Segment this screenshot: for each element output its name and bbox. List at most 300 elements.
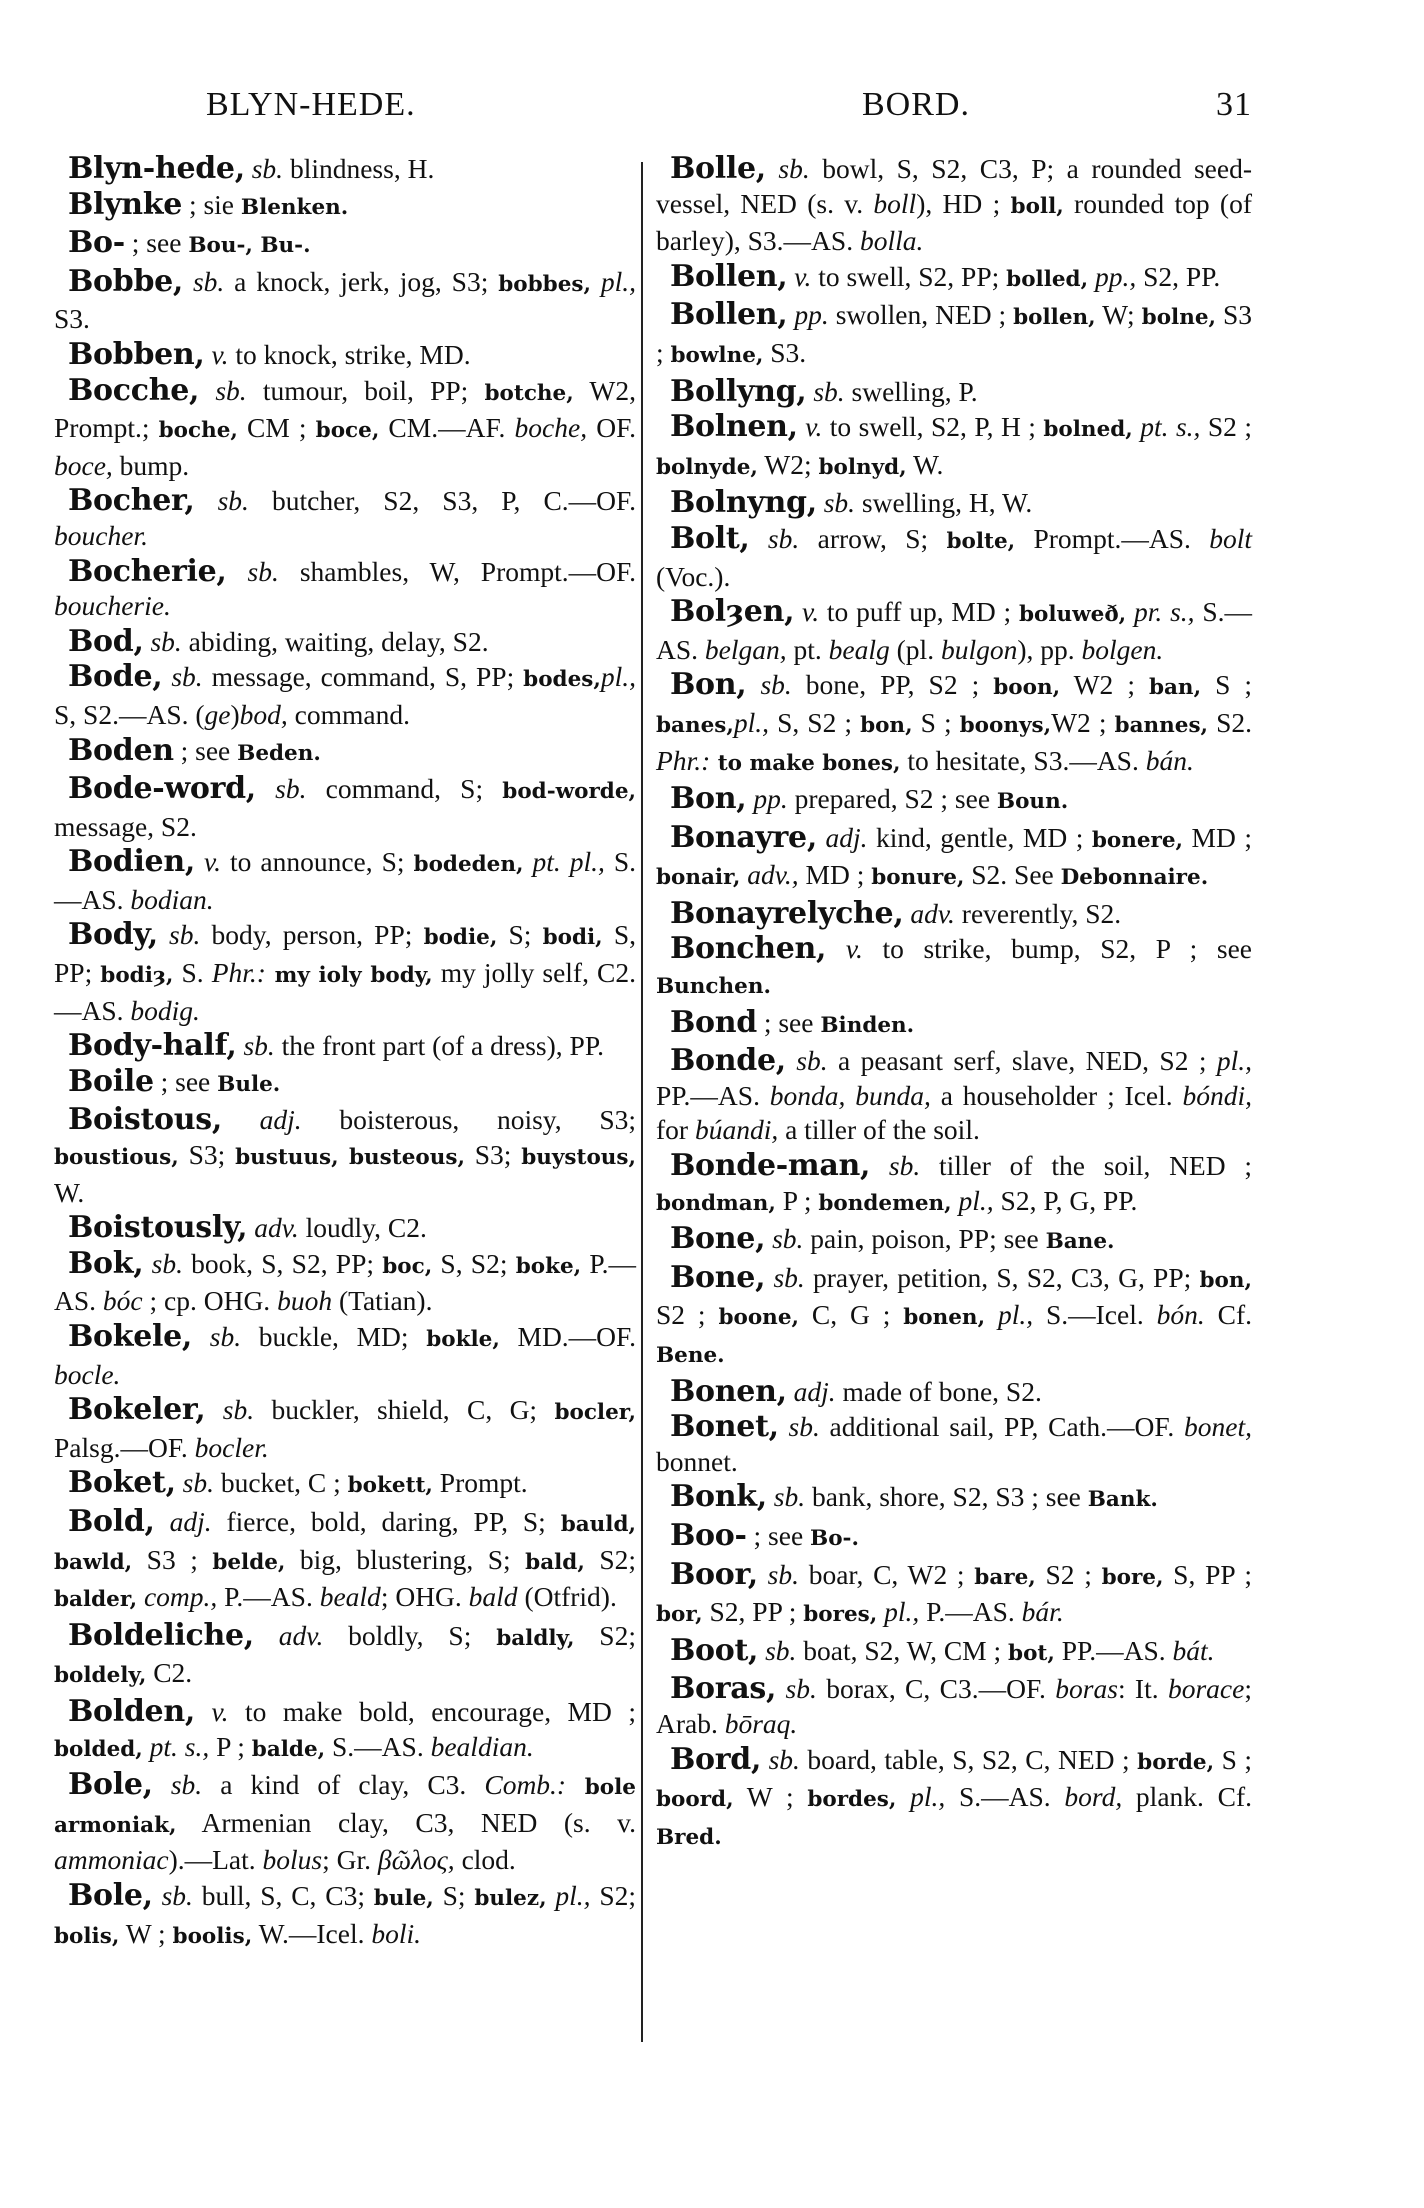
dictionary-entry (54, 555, 636, 624)
text: MD ; (798, 859, 872, 891)
dictionary-entry (656, 1261, 1252, 1374)
bold-form: bondemen, (818, 1190, 952, 1216)
text: plank. Cf. (1122, 1781, 1252, 1813)
text: to puff up, MD ; (819, 596, 1019, 628)
bold-form: bore, (1101, 1564, 1164, 1590)
headword: Bocche, (68, 372, 200, 408)
italic-text: Comb.: (484, 1769, 567, 1801)
text: S2, PP ; (702, 1596, 804, 1628)
text: ; see (153, 1065, 218, 1097)
dictionary-entry (54, 1879, 636, 1954)
dictionary-entry (54, 625, 636, 660)
text: (Tatian). (332, 1285, 433, 1317)
italic-text: adj. (154, 1505, 212, 1537)
text: W ; (119, 1917, 173, 1949)
text: fierce, bold, daring, PP, S; (211, 1505, 561, 1537)
dictionary-entry (656, 1743, 1252, 1856)
italic-text: bonet, (1184, 1411, 1252, 1443)
italic-text: bod, (239, 698, 288, 730)
text: (Otfrid). (517, 1581, 617, 1613)
italic-text: ge (204, 698, 231, 730)
italic-text: bolus (262, 1844, 323, 1876)
italic-text: boli. (371, 1917, 421, 1949)
text: to make bold, encourage, MD ; (228, 1695, 637, 1727)
bold-form: boone, (718, 1305, 799, 1331)
text: P ; (775, 1184, 819, 1216)
dictionary-entry (54, 1247, 636, 1319)
italic-text: sb. (152, 1879, 193, 1911)
headword: Bolnen, (670, 409, 798, 445)
italic-text: boucher. (54, 519, 148, 551)
dictionary-entry (656, 298, 1252, 373)
italic-text: pt. s., (142, 1730, 210, 1762)
headword: Bolt, (670, 520, 750, 556)
bold-form: bodeden, (413, 852, 524, 878)
italic-text: pl., (546, 1879, 591, 1911)
dictionary-entry (656, 1375, 1252, 1410)
italic-text: bán. (1145, 744, 1194, 776)
headword: Bolden, (68, 1693, 195, 1729)
right-column (656, 152, 1252, 1856)
dictionary-entry (54, 1211, 636, 1246)
italic-text: v. (826, 933, 863, 965)
italic-text: adv. (253, 1619, 324, 1651)
text: MD ; (1183, 821, 1253, 853)
text: ; Arab. (656, 1673, 1252, 1739)
bold-form: boon, (993, 675, 1061, 701)
bold-form: bordes, (807, 1787, 897, 1813)
bold-form: bores, (803, 1602, 878, 1628)
text: abiding, waiting, delay, S2. (181, 625, 489, 657)
bold-form: bodiȝ, (100, 963, 174, 989)
italic-text: bóc (102, 1285, 143, 1317)
text: for (656, 1114, 695, 1146)
italic-text: pr. s., (1126, 596, 1195, 628)
headword: Boket, (68, 1465, 176, 1501)
bold-form: bonere, (1091, 827, 1184, 853)
text: ; see (756, 1006, 821, 1038)
bold-form: bulez, (474, 1885, 547, 1911)
text: S; (433, 1879, 475, 1911)
italic-text: sb. (162, 661, 203, 693)
text: S3; (178, 1139, 236, 1171)
headword: Bord, (670, 1741, 762, 1777)
headword: Bonde, (670, 1043, 786, 1079)
dictionary-entry (54, 1768, 636, 1878)
text: ; see (173, 734, 238, 766)
text: command. (287, 698, 410, 730)
dictionary-entry (54, 734, 636, 772)
italic-text: pl., (877, 1596, 920, 1628)
text: S2 ; (1035, 1558, 1102, 1590)
headword: Boot, (670, 1632, 759, 1668)
bold-form: bollen, (1013, 305, 1096, 331)
italic-text: sb. (870, 1150, 921, 1182)
text: rounded top (of barley), S3.—AS. (656, 187, 1252, 257)
text: S3. (54, 303, 90, 335)
text: (Voc.). (656, 560, 731, 592)
italic-text: sb. (761, 1743, 800, 1775)
headword: Boor, (670, 1556, 758, 1592)
text: ).—Lat. (168, 1844, 263, 1876)
text: book, S, S2, PP; (182, 1247, 383, 1279)
text: S; (497, 919, 543, 951)
text: S.—AS. (325, 1730, 431, 1762)
text: bone, PP, S2 ; (791, 669, 994, 701)
headword: Bocherie, (68, 553, 227, 589)
italic-text: adv. (903, 897, 955, 929)
text: (pl. (889, 633, 941, 665)
text: pt. (786, 633, 829, 665)
headword: Bodien, (68, 844, 195, 880)
bold-form: bodi, (542, 925, 603, 951)
text: S3 ; (132, 1543, 213, 1575)
text: boisterous, noisy, S3; (301, 1104, 636, 1136)
bold-form: bustuus, busteous, (235, 1145, 465, 1171)
text: butcher, S2, S3, P, C.—OF. (248, 485, 636, 517)
italic-text: sb. (143, 625, 182, 657)
text: bucket, C ; (213, 1467, 348, 1499)
bold-form: Debonnaire. (1060, 865, 1209, 891)
text: S.—AS. (656, 596, 1253, 665)
italic-text: sb. (758, 1634, 797, 1666)
text: prayer, petition, S, S2, C3, G, PP; (804, 1261, 1200, 1293)
bold-form: boolis, (172, 1923, 253, 1949)
bold-form: bodie, (423, 925, 498, 951)
text: W.—Icel. (252, 1917, 372, 1949)
headword: Bocher, (68, 483, 195, 519)
dictionary-entry (656, 152, 1252, 259)
dictionary-entry (656, 1149, 1252, 1221)
headword: Bon, (670, 781, 747, 817)
headword: Bonde-man, (670, 1148, 871, 1184)
bold-form: bod-worde, (502, 779, 636, 805)
bold-form: bauld, bawld, (54, 1511, 636, 1575)
dictionary-entry (656, 1519, 1252, 1557)
text: bonnet. (656, 1445, 738, 1477)
headword: Bok, (68, 1245, 144, 1281)
italic-text: sb. (199, 374, 247, 406)
bold-form: boll, (1010, 193, 1064, 219)
text: bump. (112, 449, 190, 481)
bold-form: boord, (656, 1787, 734, 1813)
bold-form: bolnyd, (818, 454, 907, 480)
italic-text: sb. (244, 153, 284, 184)
italic-text: pp. (746, 783, 788, 815)
headword: Bonet, (670, 1409, 779, 1445)
italic-text: sb. (143, 1247, 183, 1279)
bold-form: bald, (525, 1549, 585, 1575)
text: boar, C, W2 ; (799, 1558, 975, 1590)
text: body, person, PP; (200, 919, 424, 951)
italic-text: Phr.: (656, 744, 711, 776)
bold-form: bodes, (523, 667, 601, 693)
headword: Bonayrelyche, (670, 895, 904, 931)
text: S2, P, G, PP. (993, 1184, 1138, 1216)
dictionary-entry (656, 375, 1252, 410)
bold-form: ban, (1148, 675, 1202, 701)
italic-text: bealg (828, 633, 890, 665)
headword: Bod, (68, 623, 144, 659)
dictionary-entry (656, 668, 1252, 781)
headword: Bobben, (68, 336, 205, 372)
text: S3. (763, 336, 807, 368)
bold-form: boluweð, (1018, 602, 1127, 628)
text: swelling, P. (844, 375, 978, 407)
text: S.—AS. (54, 846, 636, 915)
bold-form: Bo-. (810, 1525, 859, 1551)
dictionary-entry (54, 1065, 636, 1103)
text: arrow, S; (799, 522, 947, 554)
text: tiller of the soil, NED ; (920, 1150, 1252, 1182)
text: loudly, C2. (298, 1212, 427, 1244)
dictionary-entry (656, 1480, 1252, 1518)
italic-text: búandi, (694, 1114, 779, 1146)
text: clod. (454, 1844, 516, 1876)
headword: Bone, (670, 1221, 766, 1257)
bold-form: bokett, (347, 1473, 433, 1499)
text: bull, S, C, C3; (192, 1879, 374, 1911)
text: S, S2; (432, 1247, 516, 1279)
italic-text: pl., (1216, 1045, 1252, 1077)
italic-text: sb. (236, 1030, 275, 1062)
headword: Bole, (68, 1767, 153, 1803)
italic-text: sb. (192, 1321, 242, 1352)
headword: Bonchen, (670, 931, 827, 967)
bold-form: bolis, (54, 1923, 120, 1949)
headword: Bonk, (670, 1479, 767, 1515)
bold-form: Bred. (656, 1824, 722, 1850)
headword: Blyn-hede, (68, 151, 245, 186)
italic-text: v. (797, 411, 823, 443)
text: borax, C, C3.—OF. (816, 1673, 1056, 1705)
headword: Body-half, (68, 1028, 237, 1064)
text: PP.—AS. (1054, 1634, 1173, 1666)
left-column (54, 152, 636, 1955)
text: W. (906, 448, 944, 480)
italic-text: pt. pl., (523, 846, 605, 878)
italic-text: pl., (896, 1781, 946, 1813)
bold-form: botche, (484, 380, 574, 406)
text: ) (230, 698, 240, 730)
bold-form: boc, (382, 1253, 433, 1279)
text: additional sail, PP, Cath.—OF. (819, 1411, 1185, 1443)
text: S ; (1214, 1743, 1253, 1775)
text: to swell, S2, P, H ; (822, 411, 1044, 443)
italic-text: beald (319, 1581, 381, 1613)
text: C2. (146, 1657, 193, 1689)
bold-form: boustious, (54, 1145, 179, 1171)
text: W ; (733, 1781, 808, 1813)
bold-form: bowlne, (670, 342, 764, 368)
dictionary-entry (54, 918, 636, 1028)
text: S, S2 ; (769, 706, 861, 738)
headword: Bone, (670, 1259, 766, 1295)
text: message, S2. (54, 810, 197, 842)
dictionary-entry (54, 1103, 636, 1210)
text: Palsg.—OF. (54, 1431, 195, 1463)
page-number: 31 (1216, 86, 1252, 123)
italic-text: pt. s., (1132, 411, 1201, 443)
italic-text: sb. (765, 153, 810, 184)
italic-text: bodig. (130, 994, 200, 1026)
bold-form: boldely, (54, 1663, 147, 1689)
text: P.—AS. (54, 1247, 636, 1317)
italic-text: sb. (749, 522, 800, 554)
bold-form: bare, (974, 1564, 1036, 1590)
italic-text: bald (468, 1581, 518, 1613)
text: S2. See (964, 859, 1061, 891)
italic-text: borace (1167, 1673, 1245, 1705)
headword: Body, (68, 917, 158, 953)
dictionary-entry (54, 660, 636, 732)
bold-form: bolnyde, (656, 454, 758, 480)
text: MD.—OF. (499, 1321, 637, 1352)
bold-form: boonys, (959, 712, 1052, 738)
bold-form: belde, (212, 1549, 286, 1575)
bold-form: banes, (656, 712, 734, 738)
headword: Boden (68, 732, 174, 768)
italic-text: bōraq. (724, 1707, 798, 1739)
headword: Bond (670, 1004, 757, 1040)
text: S.—Icel. (1033, 1299, 1157, 1331)
text: S2 ; (1200, 411, 1253, 443)
dictionary-entry (656, 1410, 1252, 1479)
text: a peasant serf, slave, NED, S2 ; (827, 1045, 1217, 1077)
bold-form: Blenken. (240, 194, 349, 220)
dictionary-entry (656, 821, 1252, 896)
bold-form: bannes, (1114, 712, 1209, 738)
italic-text: sb. (757, 1558, 799, 1590)
bold-form: balder, (54, 1587, 138, 1613)
bold-form: bobbes, (498, 271, 591, 297)
text: Prompt.—AS. (1015, 522, 1210, 554)
bold-form: bolned, (1043, 417, 1133, 443)
headword: Bokele, (68, 1319, 193, 1354)
headword: Boo- (670, 1517, 747, 1553)
italic-text: sb. (806, 375, 845, 407)
text: bank, shore, S2, S3 ; see (805, 1481, 1088, 1513)
bold-form: bocler, (554, 1400, 637, 1426)
dictionary-entry (54, 484, 636, 553)
headword: Boile (68, 1063, 154, 1099)
dictionary-entry (656, 410, 1252, 485)
text: ; cp. OHG. (142, 1285, 278, 1317)
text: swollen, NED ; (828, 299, 1014, 331)
headword: Bode-word, (68, 771, 256, 807)
dictionary-entry (54, 226, 636, 264)
bold-form: buystous, (521, 1145, 637, 1171)
italic-text: bolla. (859, 225, 924, 257)
italic-text: bord, (1064, 1781, 1123, 1813)
italic-text: bocle. (54, 1358, 121, 1390)
italic-text: βῶλος, (377, 1844, 455, 1876)
italic-text: sb. (766, 1481, 806, 1513)
headword: Bollen, (670, 258, 788, 294)
dictionary-entry (656, 932, 1252, 1004)
dictionary-entry (656, 1558, 1252, 1633)
headword: Blynke (68, 186, 183, 222)
italic-text: bát. (1172, 1634, 1215, 1666)
text: command, S; (306, 773, 503, 805)
italic-text: v. (794, 596, 820, 628)
italic-text: sb. (255, 773, 307, 805)
italic-text: sb. (765, 1223, 804, 1255)
text: S.—AS. (945, 1781, 1065, 1813)
bold-form: bole armoniak, (54, 1775, 636, 1838)
text: P.—AS. (919, 1596, 1022, 1628)
italic-text: sb. (157, 919, 201, 951)
bold-form: bolled, (1006, 266, 1089, 292)
italic-text: bóndi, (1182, 1079, 1253, 1111)
italic-text: boche, (514, 412, 588, 444)
italic-text: adj. (221, 1104, 302, 1136)
italic-text: pl., (733, 706, 770, 738)
dictionary-entry (54, 188, 636, 226)
bold-form: bon, (860, 712, 913, 738)
headword: Bobbe, (68, 263, 184, 299)
headword: Boistously, (68, 1210, 248, 1246)
text: a knock, jerk, jog, S3; (224, 265, 499, 297)
headword: Bolnyng, (670, 485, 817, 521)
bold-form: bokle, (426, 1327, 500, 1352)
italic-text: v. (204, 338, 229, 370)
headword: Bo- (68, 225, 125, 261)
headword: Bolle, (670, 151, 766, 186)
column-divider (641, 162, 643, 2042)
italic-text: sb. (778, 1411, 820, 1443)
italic-text: bár. (1021, 1596, 1064, 1628)
text: P ; (209, 1730, 252, 1762)
bold-form: boke, (515, 1253, 582, 1279)
italic-text: v. (194, 1695, 229, 1727)
text: P.—AS. (217, 1581, 320, 1613)
dictionary-entry (54, 265, 636, 337)
dictionary-entry (656, 486, 1252, 521)
dictionary-entry (656, 897, 1252, 932)
italic-text: sb. (765, 1261, 805, 1293)
text: tumour, boil, PP; (246, 374, 485, 406)
text: S, PP; (54, 919, 636, 989)
headword: Bonen, (670, 1373, 787, 1409)
bold-form: bondman, (656, 1190, 776, 1216)
italic-text: sb. (816, 487, 856, 519)
italic-text: sb. (152, 1769, 203, 1801)
bold-form: Boun. (996, 789, 1069, 815)
italic-text: comp., (137, 1581, 218, 1613)
text: a kind of clay, C3. (202, 1769, 485, 1801)
bold-form: Bunchen. (656, 974, 771, 1000)
bold-form: bule, (373, 1885, 434, 1911)
italic-text: adj. (817, 821, 868, 853)
text: ; see (746, 1519, 811, 1551)
text: W2 ; (1051, 706, 1115, 738)
text: W2 ; (1060, 669, 1149, 701)
text: made of bone, S2. (835, 1375, 1042, 1407)
dictionary-entry (54, 772, 636, 844)
headword: Bollyng, (670, 373, 807, 409)
italic-text: sb. (226, 555, 279, 587)
italic-text: adv., (740, 859, 799, 891)
text: to announce, S; (221, 846, 414, 878)
dictionary-entry (54, 1466, 636, 1504)
text: S, S2.—AS. ( (54, 698, 205, 730)
text: board, table, S, S2, C, NED ; (799, 1743, 1138, 1775)
bold-form: to make bones, (710, 750, 901, 776)
dictionary-entry (656, 1634, 1252, 1672)
italic-text: pl., (600, 661, 636, 693)
bold-form: bolte, (946, 528, 1016, 554)
